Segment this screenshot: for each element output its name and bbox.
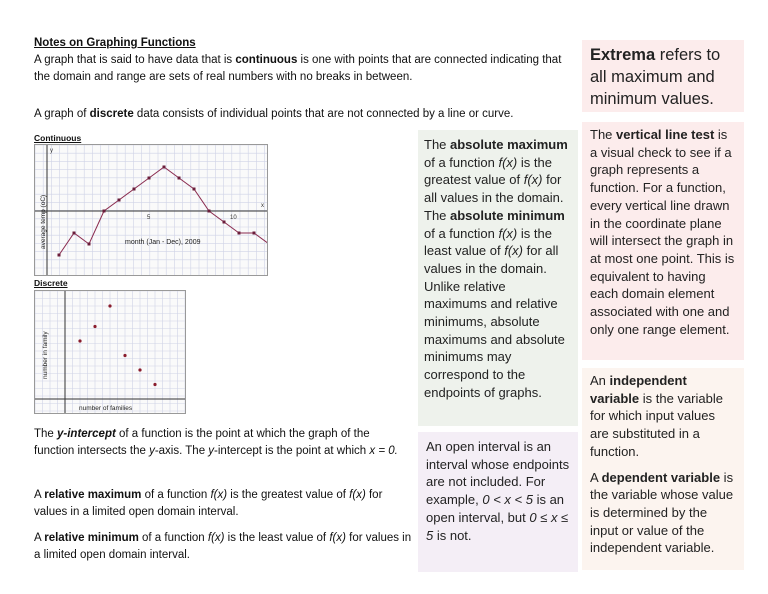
continuous-data-point	[58, 254, 61, 257]
continuous-x-label: month (Jan - Dec), 2009	[125, 239, 201, 246]
extrema-text: Extrema refers to all maximum and minimum values.	[590, 46, 721, 108]
continuous-data-point	[223, 221, 226, 224]
continuous-y-label: average temp (oC)	[40, 194, 47, 249]
dependent-variable-text: A dependent variable is the variable whose value is determined by the input or value of the independent variable.	[590, 469, 734, 556]
open-interval-text: An open interval is an interval whose endpoints are not included. For example, 0 < x < 5 is an open interval, but 0 ≤ x ≤ 5 is not.	[426, 439, 570, 543]
discrete-data-point	[138, 368, 141, 371]
discrete-y-label: number in family	[42, 331, 49, 379]
continuous-data-point	[238, 232, 241, 235]
absolute-extrema-box	[418, 130, 578, 426]
discrete-definition: A graph of discrete data consists of individual points that are not connected by a line or curve.	[34, 108, 514, 120]
extrema-box	[582, 40, 744, 112]
absolute-extrema-text: The absolute maximum of a function f(x) is the greatest value of f(x) for all values in the domain. The absolute minimum of a function f(x) is the least value of f(x) for all values in the domain. Unlike relative maximums and relative minimums, absolute maximums and absolute minimums may correspond to the endpoints of graphs.	[424, 137, 568, 400]
discrete-x-label: number of families	[79, 405, 133, 412]
continuous-x-arrow-label: x	[261, 203, 264, 209]
discrete-data-point	[78, 339, 81, 342]
relative-maximum-definition: A relative maximum of a function f(x) is the greatest value of f(x) for values in a limited open domain interval.	[34, 489, 383, 518]
continuous-grid	[35, 145, 267, 275]
relative-minimum-definition: A relative minimum of a function f(x) is the least value of f(x) for values in a limited open domain interval.	[34, 532, 412, 561]
continuous-data-point	[253, 232, 256, 235]
vertical-line-test-box	[582, 122, 744, 360]
continuous-data-point	[73, 232, 76, 235]
discrete-data-point	[108, 304, 111, 307]
independent-variable-text: An independent variable is the variable for which input values are substituted in a function.	[590, 373, 723, 459]
continuous-data-point	[118, 199, 121, 202]
discrete-data-point	[93, 325, 96, 328]
continuous-x-tick-5: 5	[147, 215, 151, 221]
continuous-data-point	[103, 210, 106, 213]
y-intercept-definition: The y-intercept of a function is the point at which the graph of the function intersects the y-axis. The y-intercept is the point at which x = 0.	[34, 428, 398, 457]
discrete-data-point	[153, 383, 156, 386]
continuous-data-point	[133, 188, 136, 191]
discrete-data-point	[123, 354, 126, 357]
variables-box	[582, 368, 744, 570]
discrete-label: Discrete	[34, 278, 68, 288]
discrete-graph	[34, 290, 186, 414]
continuous-x-tick-10: 10	[230, 215, 237, 221]
continuous-data-point	[268, 243, 269, 246]
continuous-data-point	[208, 210, 211, 213]
vertical-line-test-text: The vertical line test is a visual check to see if a graph represents a function. For a function, every vertical line drawn in the coordinate plane will intersect the graph in at most one point. This is equivalent to having each domain element associated with one and only one range element.	[590, 127, 735, 337]
continuous-data-point	[193, 188, 196, 191]
continuous-data-point	[148, 177, 151, 180]
continuous-label: Continuous	[34, 133, 82, 143]
continuous-data-point	[88, 243, 91, 246]
continuous-definition: A graph that is said to have data that is continuous is one with points that are connected indicating that the domain and range are sets of real numbers with no breaks in between.	[34, 54, 562, 83]
continuous-graph	[34, 144, 268, 276]
continuous-y-arrow-label: y	[50, 148, 53, 154]
continuous-data-point	[163, 166, 166, 169]
open-interval-box	[418, 432, 578, 572]
notes-title: Notes on Graphing Functions	[34, 37, 196, 49]
discrete-grid	[35, 291, 185, 413]
continuous-data-point	[178, 177, 181, 180]
